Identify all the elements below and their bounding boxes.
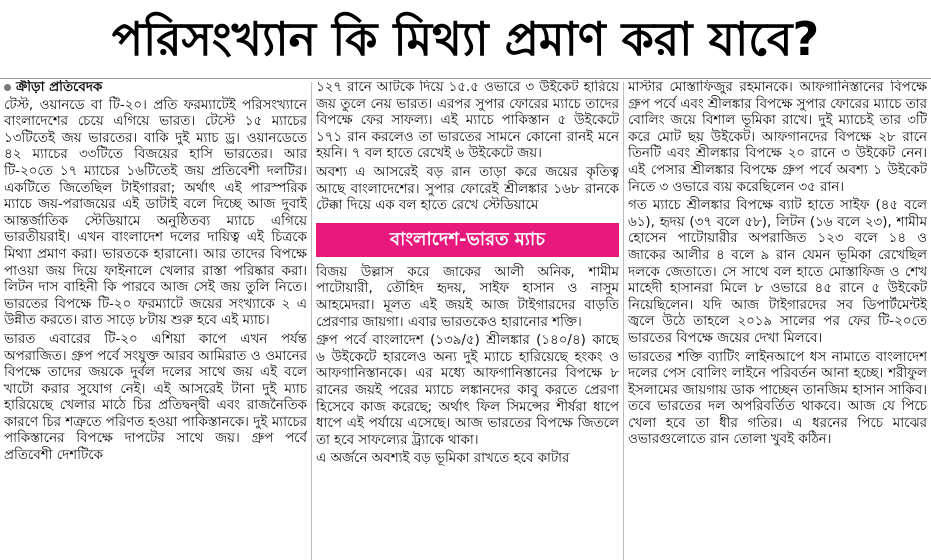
col2-para-1: ১২৭ রানে আটকে দিয়ে ১৫.৫ ওভারে ৩ উইকেট হারিয়ে জয় তুলে নেয় ভারত। এরপর সুপার ফোরের ম্যাচে তাদের বিপক্ষে ফের সাফল্য। এই ম্যাচে পাকিস্তান ৫ উইকেটে ১৭১ রান করলেও তা ভারতের সামনে কোনো রানই মনে হয়নি। ৭ বল হাতে রেখেই ৬ উইকেটে জয়।	[316, 80, 619, 162]
column-2	[316, 80, 619, 560]
column-divider-2	[623, 82, 624, 560]
column-1	[4, 80, 307, 560]
col2-para-3: বিজয় উল্লাস করে জাকের আলী অনিক, শামীম পাটোয়ারী, তৌহিদ হৃদয়, সাইফ হাসান ও নাসুম আহমেদরা। মূলত এই জয়ই আজ টাইগারদের বাড়তি প্রেরণার জায়গা। এবার ভারতকেও হারানোর শক্তি।	[316, 264, 619, 330]
col3-para-2: গত ম্যাচে শ্রীলঙ্কার বিপক্ষে ব্যাট হাতে সাইফ (৪৫ বলে ৬১), হৃদয় (৩৭ বলে ৫৮), লিটন (১৬ বলে ২৩), শামীম হোসেন পাটোয়ারীর অপরাজিত ১২৩ বলে ১৪ ও জাকের আলীর ৪ বলে ৯ রান যেমন ভূমিকা রেখেছিল দলকে জেতাতে। সে সাথে বল হাতে মোস্তাফিজ ও শেখ মাহেদী হাসানরা মিলে ৮ ওভারে ৪৫ রানে ৫ উইকেট নিয়েছিলেন। যদি আজ টাইগারদের সব ডিপার্টমেন্টই জ্বলে উঠে তাহলে ২০১৯ সালের পর ফের টি-২০তে ভারতের বিপক্ষে জয়ের দেখা মিলবে।	[628, 198, 927, 346]
col2-para-4: গ্রুপ পর্বে বাংলাদেশ (১৩৯/৫) শ্রীলঙ্কার (১৪০/৪) কাছে ৬ উইকেটে হারলেও অন্য দুই ম্যাচে হারিয়েছে হংকং ও আফগানিস্তানকে। এর মধ্যে আফগানিস্তানের বিপক্ষে ৮ রানের জয়ই পরের ম্যাচে লঙ্কানদের কাবু করতে প্রেরণা হিসেবে কাজ করেছে; অর্থাৎ ফিল সিমন্সের শীর্ষরা ধাপে ধাপে এই পর্যায়ে এসেছে। আজ ভারতের বিপক্ষে জিতলে তা হবে সাফল্যের ট্র্যাকে থাকা।	[316, 333, 619, 448]
column-3	[628, 80, 927, 560]
col1-para-1: টেস্ট, ওয়ানডে বা টি-২০। প্রতি ফরম্যাটেই পরিসংখ্যানে বাংলাদেশের চেয়ে এগিয়ে ভারত। টেস্টে ১৫ ম্যাচের ১৩টিতেই জয় ভারতের। বাকি দুই ম্যাচ ড্র। ওয়ানডেতে ৪২ ম্যাচের ৩৩টিতে বিজয়ের হাসি ভারতের। আর টি-২০তে ১৭ ম্যাচের ১৬টিতেই জয় প্রতিবেশী দলটির। একটিতে জিতেছিল টাইগাররা; অর্থাৎ এই পারস্পরিক ম্যাচে জয়-পরাজয়ের এই ডাটাই বলে দিচ্ছে আজ দুবাই আন্তর্জাতিক স্টেডিয়ামে অনুষ্ঠিতব্য ম্যাচে এগিয়ে ভারতীয়রাই। এখন বাংলাদেশ দলের দায়িত্ব এই চিত্রকে মিথ্যা প্রমাণ করা। ভারতকে হারানো। আর তাদের বিপক্ষে পাওয়া জয় দিয়ে ফাইনালে খেলার রাস্তা পরিষ্কার করা। লিটন দাস বাহিনী কি পারবে আজ সেই জয় তুলি নিতে। ভারতের বিপক্ষে টি-২০ ফরম্যাটে জয়ের সংখ্যাকে ২ এ উন্নীত করতে। রাত সাড়ে ৮টায় শুরু হবে এই ম্যাচ।	[4, 97, 307, 329]
headline-divider	[0, 78, 931, 79]
col3-para-1: মাস্টার মোস্তাফিজুর রহমানকে। আফগানিস্তানের বিপক্ষে গ্রুপ পর্বে এবং শ্রীলঙ্কার বিপক্ষে সুপার ফোরের ম্যাচে তার বোলিং জয়ে বিশাল ভূমিকা রাখে। দুই ম্যাচেই তার ৩টি করে মোট ছয় উইকেট। আফগানদের বিপক্ষে ২৮ রানে তিনটি এবং শ্রীলঙ্কার বিপক্ষে ২০ রানে ৩ উইকেট নেন। এই পেসার শ্রীলঙ্কার বিপক্ষে গ্রুপ পর্বে অবশ্য ১ উইকেট নিতে ৩ ওভারে ব্যয় করেছিলেন ৩৫ রান।	[628, 80, 927, 195]
col3-para-3: ভারতের শক্তি ব্যাটিং লাইনআপে ধস নামাতে বাংলাদেশ দলের পেস বোলিং লাইনে পরিবর্তন আনা হচ্ছে। শরীফুল ইসলামের জায়গায় ডাক পাচ্ছেন তানজিম হাসান সাকিব। তবে ভারতের দল অপরিবর্তিত থাকবে। আজ যে পিচে খেলা হবে তা ধীর গতির। এ ধরনের পিচে মাঝের ওভারগুলোতে রান তোলা খুবই কঠিন।	[628, 349, 927, 448]
headline: পরিসংখ্যান কি মিথ্যা প্রমাণ করা যাবে?	[111, 12, 820, 66]
byline	[4, 80, 307, 97]
col2-para-2: অবশ্য এ আসরেই বড় রান তাড়া করে জয়ের কৃতিত্ব আছে বাংলাদেশের। সুপার ফোরেই শ্রীলঙ্কার ১৬৮ রানকে টেক্কা দিয়ে এক বল হাতে রেখে স্টেডিয়ামে	[316, 164, 619, 214]
col1-para-2: ভারত এবারের টি-২০ এশিয়া কাপে এখন পর্যন্ত অপরাজিত। গ্রুপ পর্বে সংযুক্ত আরব আমিরাত ও ওমানের বিপক্ষে তাদের জয়কে দুর্বল দলের সাথে জয় এই বলে খাটো করার সুযোগ নেই। এই আসরেই টানা দুই ম্যাচ হারিয়েছে খেলার মাঠে চির প্রতিদ্বন্দ্বী এবং রাজনৈতিক কারণে চির শত্রুতে পরিণত হওয়া পাকিস্তানকে। দুই ম্যাচের পাকিস্তানের বিপক্ষে দাপটের সাথে জয়। গ্রুপ পর্বে প্রতিবেশী দেশটিকে	[4, 331, 307, 464]
bullet-icon	[4, 84, 11, 91]
column-divider-1	[311, 82, 312, 560]
subhead-box: বাংলাদেশ-ভারত ম্যাচ	[316, 223, 619, 257]
col2-para-5: এ অর্জনে অবশ্যই বড় ভূমিকা রাখতে হবে কাটার	[316, 451, 570, 467]
byline-text: ক্রীড়া প্রতিবেদক	[16, 80, 103, 95]
